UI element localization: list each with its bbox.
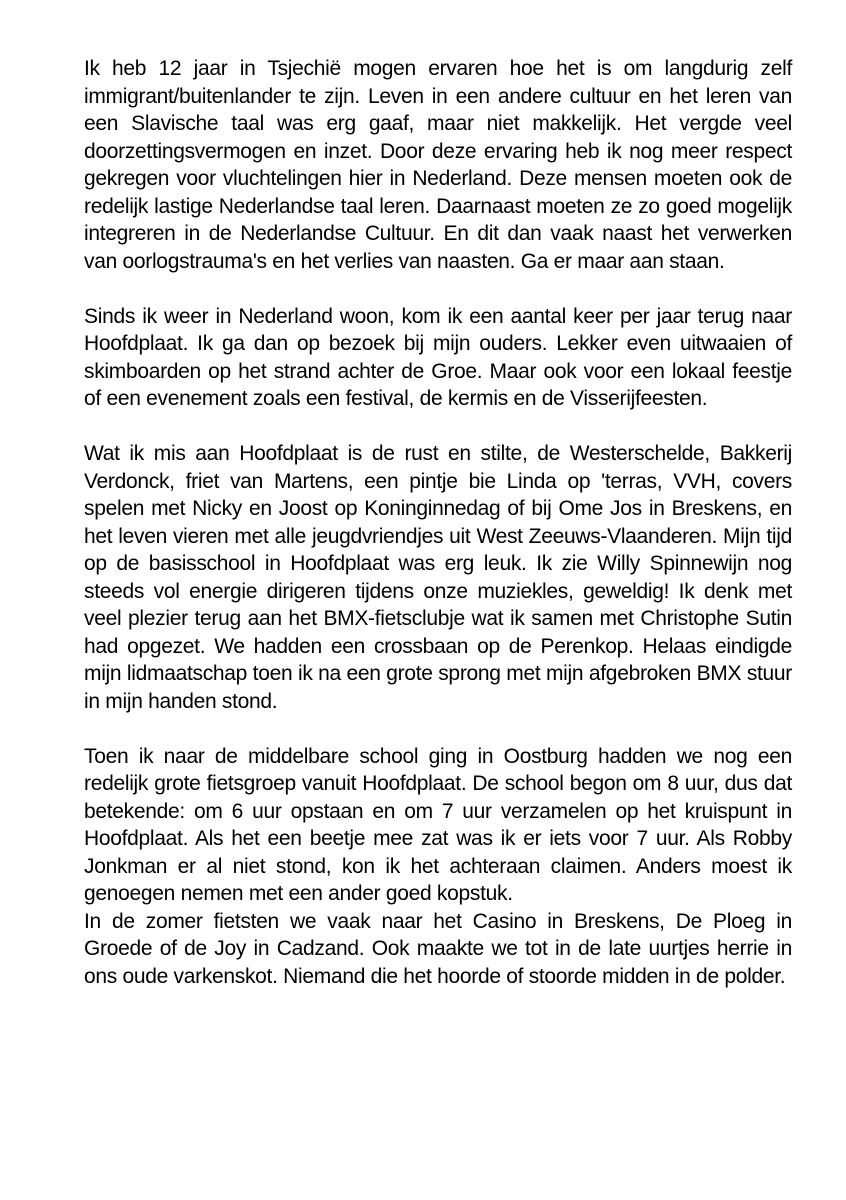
paragraph-zomer-fietsen: In de zomer fietsten we vaak naar het Casino in Breskens, De Ploeg in Groede of de Joy in Cadzand. Ook maakte we tot in de late uurtjes herrie in ons oude varkenskot. Niemand die het hoorde of stoorde midden in de polder. (84, 909, 792, 988)
paragraph-terug-naar-hoofdplaat: Sinds ik weer in Nederland woon, kom ik een aantal keer per jaar terug naar Hoofdplaat. Ik ga dan op bezoek bij mijn ouders. Lekker even uitwaaien of skimboarden op het strand achter de Groe. Maar ook voor een lokaal feestje of een evenement zoals een festival, de kermis en de Visserijfeesten. (84, 304, 792, 410)
paragraph-tsjechie-experience: Ik heb 12 jaar in Tsjechië mogen ervaren hoe het is om langdurig zelf immigrant/buitenlander te zijn. Leven in een andere cultuur en het leren van een Slavische taal was erg gaaf, maar niet makkelijk. Het vergde veel doorzettingsvermogen en inzet. Door deze ervaring heb ik nog meer respect gekregen voor vluchtelingen hier in Nederland. Deze mensen moeten ook de redelijk lastige Nederlandse taal leren. Daarnaast moeten ze zo goed mogelijk integreren in de Nederlandse Cultuur. En dit dan vaak naast het verwerken van oorlogstrauma's en het verlies van naasten. Ga er maar aan staan. (84, 57, 792, 273)
paragraph-middelbare-school: Toen ik naar de middelbare school ging in Oostburg hadden we nog een redelijk grote fietsgroep vanuit Hoofdplaat. De school begon om 8 uur, dus dat betekende: om 6 uur opstaan en om 7 uur verzamelen op het kruispunt in Hoofdplaat. Als het een beetje mee zat was ik er iets voor 7 uur. Als Robby Jonkman er al niet stond, kon ik het achteraan claimen. Anders moest ik genoegen nemen met een ander goed kopstuk. (84, 744, 792, 905)
paragraph-wat-ik-mis: Wat ik mis aan Hoofdplaat is de rust en stilte, de Westerschelde, Bakkerij Verdonck, friet van Martens, een pintje bie Linda op 'terras, VVH, covers spelen met Nicky en Joost op Koninginnedag of bij Ome Jos in Breskens, en het leven vieren met alle jeugdvriendjes uit West Zeeuws-Vlaanderen. Mijn tijd op de basisschool in Hoofdplaat was erg leuk. Ik zie Willy Spinnewijn nog steeds vol energie dirigeren tijdens onze muziekles, geweldig! Ik denk met veel plezier terug aan het BMX-fietsclubje wat ik samen met Christophe Sutin had opgezet. We hadden een crossbaan op de Perenkop. Helaas eindigde mijn lidmaatschap toen ik na een grote sprong met mijn afgebroken BMX stuur in mijn handen stond. (84, 442, 792, 713)
